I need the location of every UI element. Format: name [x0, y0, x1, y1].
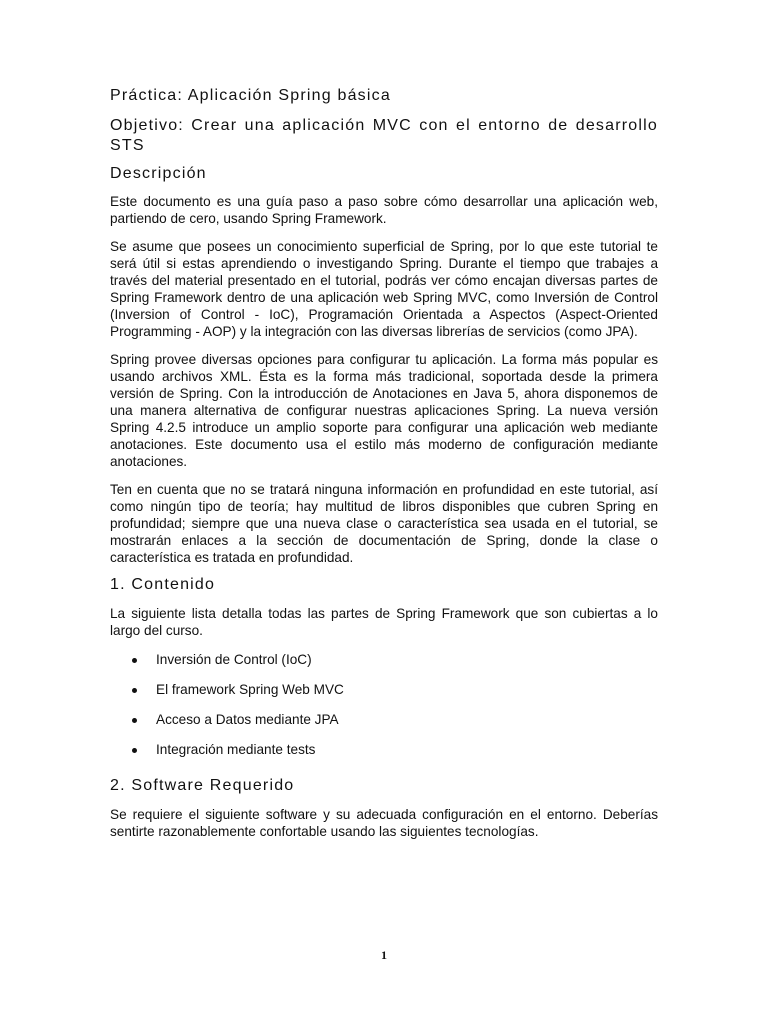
list-item	[110, 711, 658, 728]
bullet-icon	[132, 688, 137, 693]
objective-heading: Objetivo: Crear una aplicación MVC con el entorno de desarrollo STS	[110, 117, 658, 154]
page-number: 1	[381, 948, 387, 962]
list-item	[110, 681, 658, 698]
section-intro-software: Se requiere el siguiente software y su adecuada configuración en el entorno. Deberías sentirte razonablemente confortable usando las siguientes tecnologías.	[110, 807, 658, 839]
list-item-label: El framework Spring Web MVC	[156, 682, 344, 697]
paragraph-configuration: Spring provee diversas opciones para configurar tu aplicación. La forma más popular es usando archivos XML. Ésta es la forma más tradicional, soportada desde la primera versión de Spring. Con la introducción de Anotaciones en Java 5, ahora disponemos de una manera alternativa de configurar nuestras aplicaciones Spring. La nueva versión Spring 4.2.5 introduce un amplio soporte para configurar una aplicación web mediante anotaciones. Este documento usa el estilo más moderno de configuración mediante anotaciones.	[110, 352, 658, 469]
list-item	[110, 651, 658, 668]
document-page	[110, 86, 658, 851]
list-item	[110, 741, 658, 758]
bullet-icon	[132, 718, 137, 723]
section-heading-contenido: 1. Contenido	[110, 576, 216, 593]
document-title: Práctica: Aplicación Spring básica	[110, 87, 391, 104]
list-item-label: Inversión de Control (IoC)	[156, 652, 312, 667]
description-heading: Descripción	[110, 165, 207, 182]
bullet-icon	[132, 748, 137, 753]
section-heading-software: 2. Software Requerido	[110, 777, 295, 794]
paragraph-prerequisites: Se asume que posees un conocimiento superficial de Spring, por lo que este tutorial te será útil si estas aprendiendo o investigando Spring. Durante el tiempo que trabajes a través del material presentado en el tutorial, podrás ver cómo encajan diversas partes de Spring Framework dentro de una aplicación web Spring MVC, como Inversión de Control (Inversion of Control - IoC), Programación Orientada a Aspectos (Aspect-Oriented Programming - AOP) y la integración con las diversas librerías de servicios (como JPA).	[110, 239, 658, 339]
paragraph-scope: Ten en cuenta que no se tratará ninguna información en profundidad en este tutorial, así como ningún tipo de teoría; hay multitud de libros disponibles que cubren Spring en profundidad; siempre que una nueva clase o característica sea usada en el tutorial, se mostrarán enlaces a la sección de documentación de Spring, donde la clase o característica es tratada en profundidad.	[110, 482, 658, 565]
section-intro-contenido: La siguiente lista detalla todas las partes de Spring Framework que son cubiertas a lo largo del curso.	[110, 606, 658, 638]
list-item-label: Integración mediante tests	[156, 742, 316, 757]
bullet-icon	[132, 658, 137, 663]
content-list	[110, 651, 658, 758]
paragraph-intro: Este documento es una guía paso a paso sobre cómo desarrollar una aplicación web, partiendo de cero, usando Spring Framework.	[110, 194, 658, 226]
list-item-label: Acceso a Datos mediante JPA	[156, 712, 339, 727]
